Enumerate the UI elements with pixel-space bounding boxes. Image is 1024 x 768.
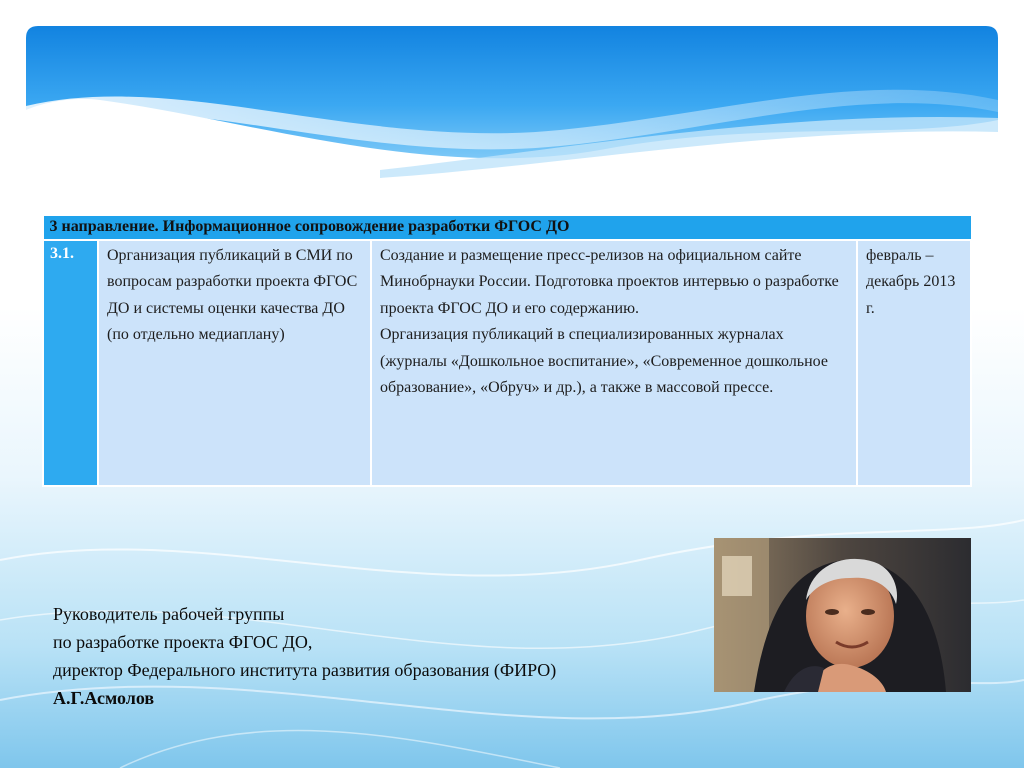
caption-block <box>53 600 556 712</box>
caption-line-1: Руководитель рабочей группы <box>53 604 285 624</box>
portrait-illustration <box>714 538 971 692</box>
caption-line-2: по разработке проекта ФГОС ДО, <box>53 632 313 652</box>
caption-name: А.Г.Асмолов <box>53 688 155 708</box>
description-paragraph-1: Создание и размещение пресс-релизов на официальном сайте Минобрнауки России. Подготовка проектов интервью о разработке проекта ФГОС ДО и его содержанию. <box>380 246 839 317</box>
row-activity: Организация публикаций в СМИ по вопросам разработки проекта ФГОС ДО и системы оценки качества ДО (по отдельно медиаплану) <box>98 240 371 486</box>
row-number: 3.1. <box>43 240 98 486</box>
row-description <box>371 240 857 486</box>
top-wave-banner <box>0 0 1024 200</box>
table-header: 3 направление. Информационное сопровождение разработки ФГОС ДО <box>43 216 971 240</box>
portrait-photo <box>714 538 971 692</box>
table-row <box>43 240 971 486</box>
plan-table <box>42 215 972 487</box>
description-paragraph-2: Организация публикаций в специализированных журналах (журналы «Дошкольное воспитание», «Современное дошкольное образование», «Обруч» и др.), а также в массовой прессе. <box>380 326 828 397</box>
row-period: февраль – декабрь 2013 г. <box>857 240 971 486</box>
caption-line-3: директор Федерального института развития образования (ФИРО) <box>53 660 557 680</box>
